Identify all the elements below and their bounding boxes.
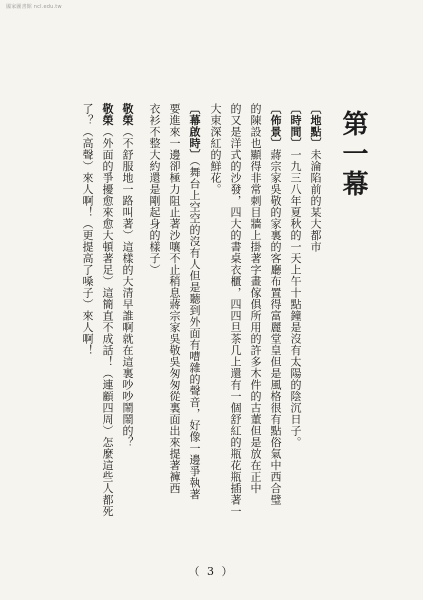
watermark: 國家圖書館 ncl.edu.tw <box>6 4 62 10</box>
text-column <box>208 103 222 195</box>
column-text: 未淪陷前的某大都市 <box>309 149 322 253</box>
text-column <box>147 103 161 276</box>
text-column <box>187 103 201 500</box>
text-column <box>248 103 262 494</box>
text-column <box>100 103 114 517</box>
column-text: （外面的爭擾愈來愈大頓著足）這簡直不成話！（連顧四周）怎麼這些人都死 <box>101 126 114 517</box>
page-number: （ 3 ） <box>188 565 235 578</box>
text-column <box>268 103 282 506</box>
column-label: 〔幕啟時〕 <box>188 103 201 161</box>
column-text: 蔣宗家吳敬的家裏的客廳布置得富麗堂皇但是風格很有點俗氣中西合璧 <box>269 149 282 506</box>
text-column <box>288 103 302 448</box>
text-column <box>80 103 94 356</box>
column-text: （舞台上空空的沒有人但是聽到外面有嘈雜的聲音，好像一邊爭執著 <box>188 160 201 500</box>
text-column <box>120 103 134 448</box>
column-text: 衣衫不整大約還是剛起身的樣子） <box>148 103 161 276</box>
column-text: 的陳設也顯得非常刺目牆上掛著字畫傢俱所用的許多木件的古董但是放在正中 <box>249 103 262 494</box>
scene-title: 第一幕 <box>338 110 368 200</box>
column-label: 〔佈景〕 <box>269 103 282 149</box>
column-text: 了？（高聲）來人啊！（更提高了嗓子）來人啊！ <box>81 103 94 356</box>
text-column <box>228 103 242 517</box>
column-label: 〔時間〕 <box>289 103 302 149</box>
text-column <box>167 103 181 494</box>
column-text: 要進來一邊卻極力阻止著沙嚷不止稍息蔣宗家吳敬吳匆匆從裏面出來提著褲西 <box>168 103 181 494</box>
text-column <box>308 103 322 253</box>
column-label: 敬榮 <box>121 103 134 126</box>
column-text: 大束深紅的鮮花。 <box>209 103 222 195</box>
column-label: 〔地點〕 <box>309 103 322 149</box>
column-text: （不舒服地一路叫著）這樣的大清早誰啊就在這裏吵吵鬧鬧的？ <box>121 126 134 448</box>
column-text: 的又是洋式的沙發，四大的書桌衣櫃，四四旦茶几上還有一個舒紅的瓶花瓶插著一 <box>229 103 242 517</box>
column-label: 敬榮 <box>101 103 114 126</box>
column-text: 一九三八年夏秋的一天上午十點鐘是沒有太陽的陰沉日子。 <box>289 149 302 448</box>
